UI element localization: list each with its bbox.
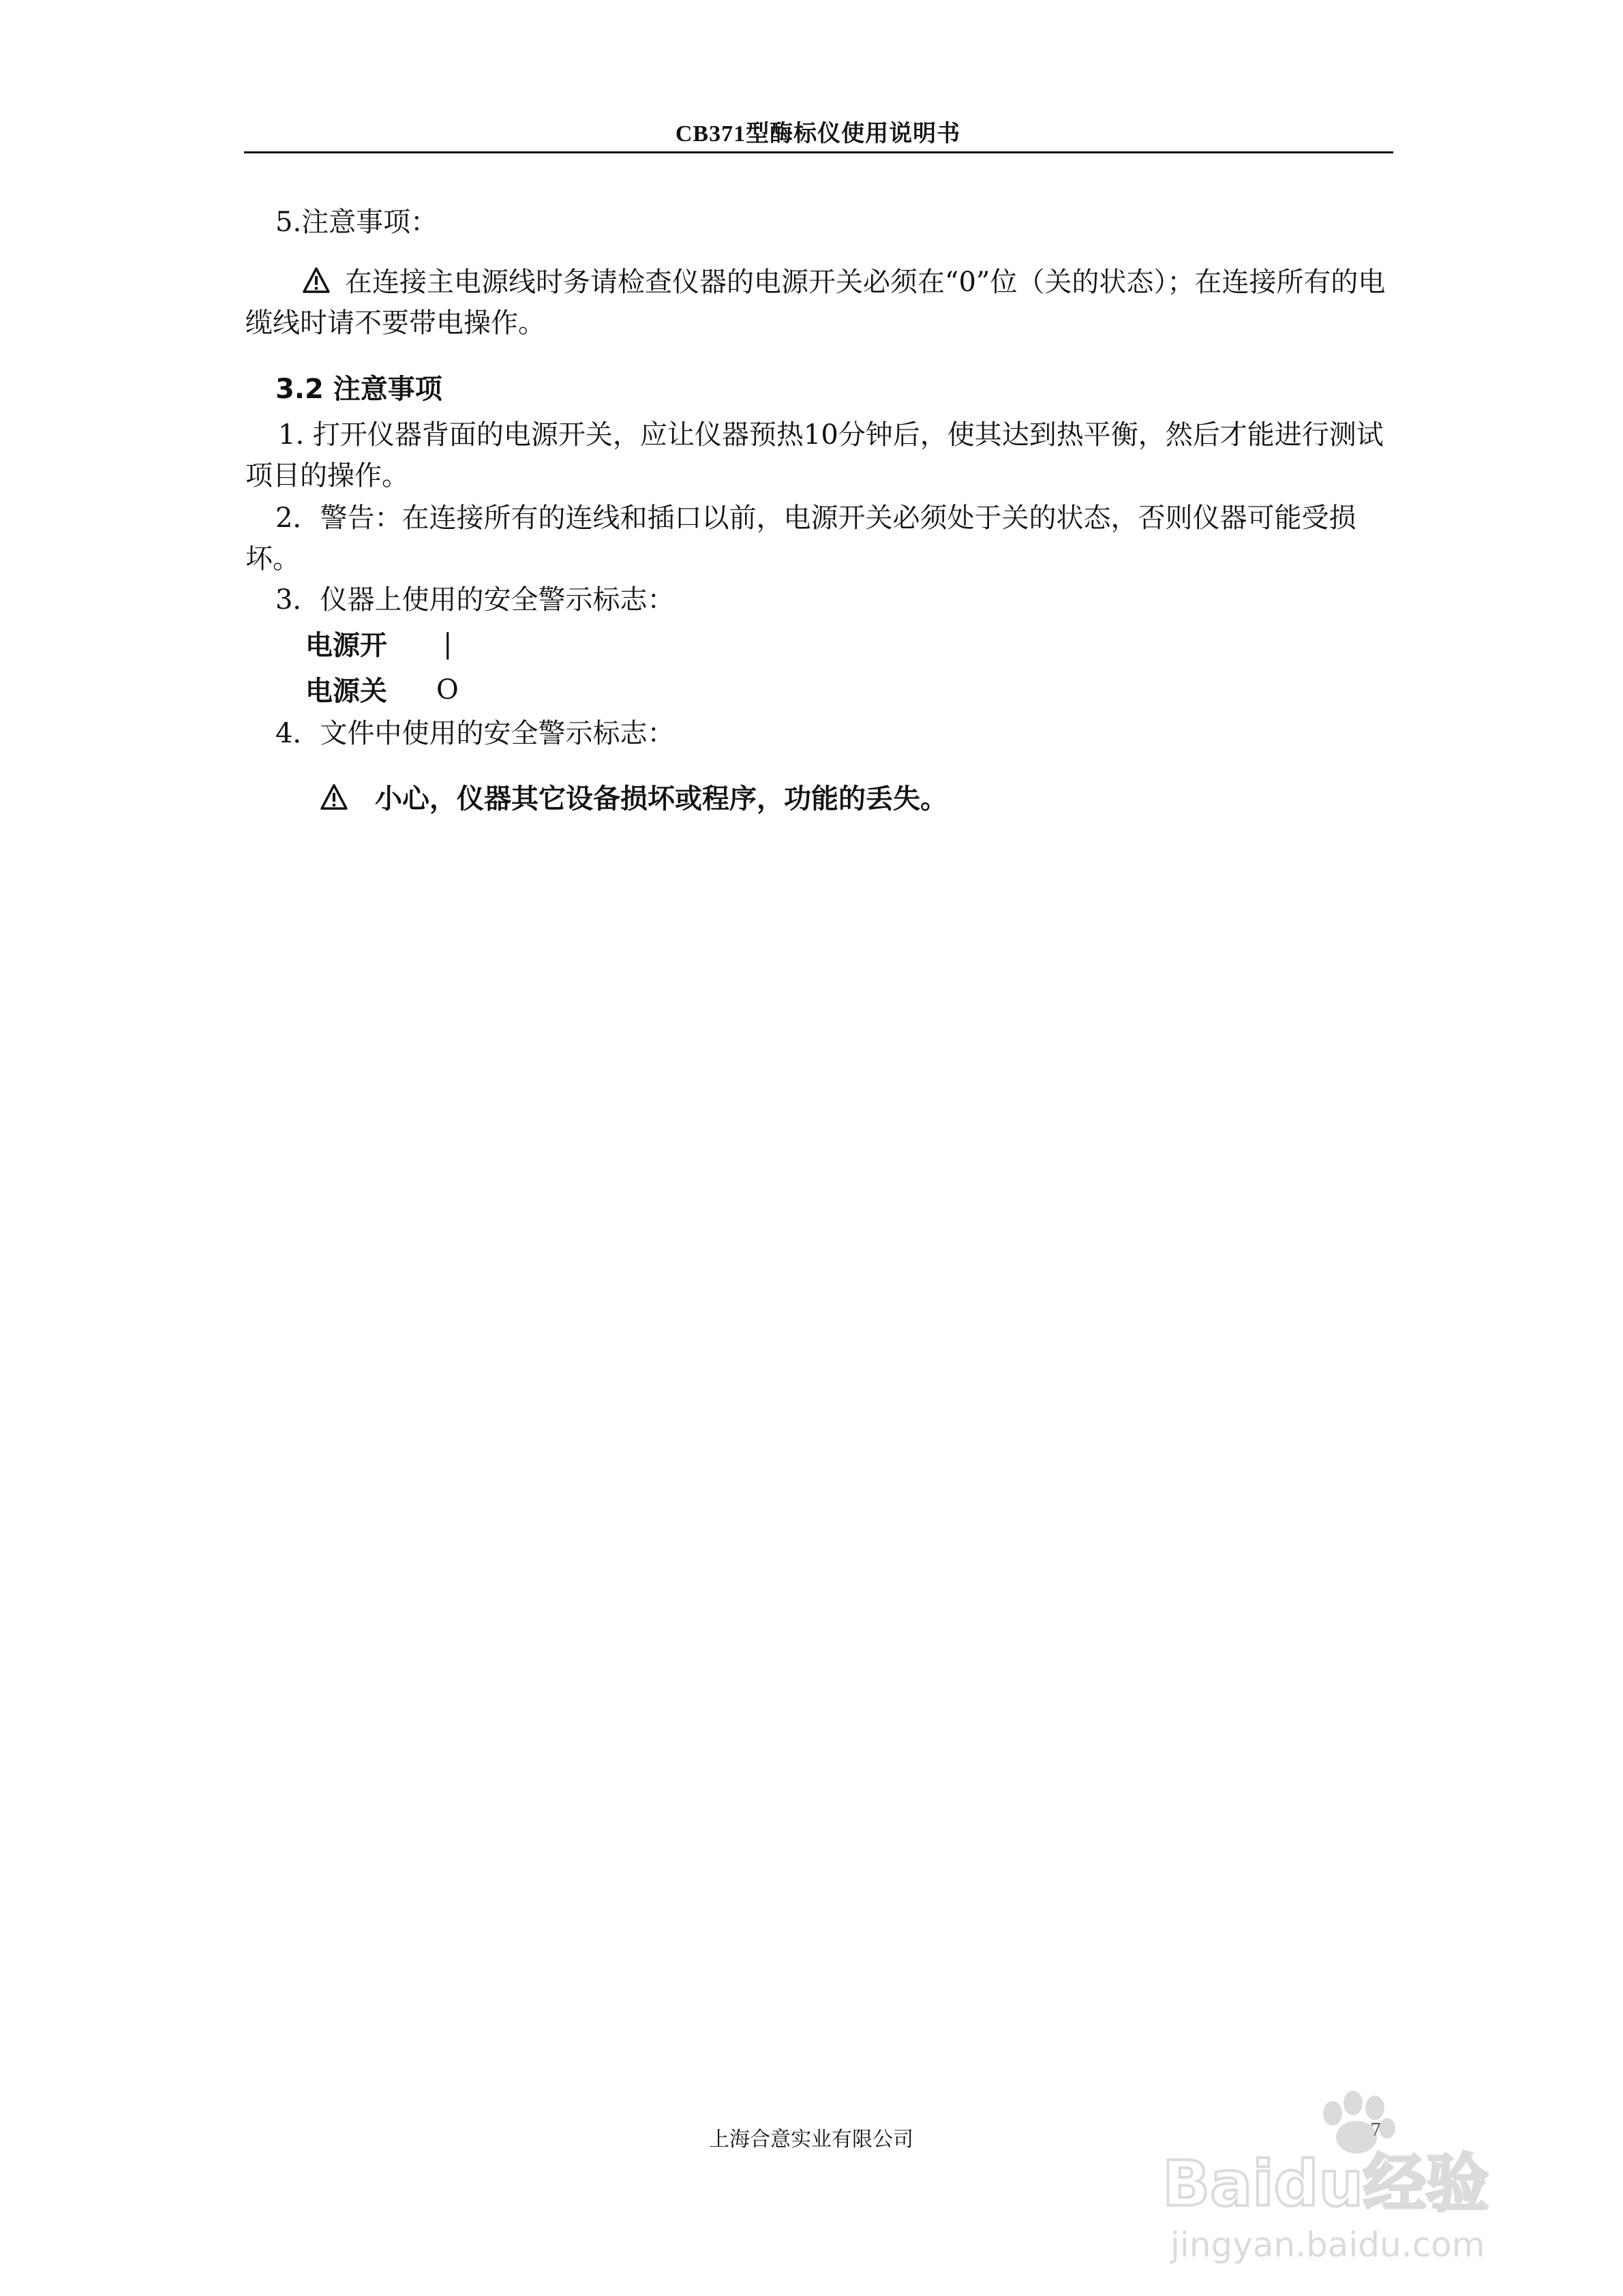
warning-triangle-icon [320, 783, 348, 811]
baidu-watermark [1162, 2072, 1544, 2277]
note-2: 2．警告：在连接所有的连线和插口以前，电源开关必须处于关的状态，否则仪器可能受损坏。 [245, 502, 1356, 575]
paw-icon [1323, 2091, 1395, 2154]
warning-paragraph [245, 262, 1392, 344]
warning-triangle-icon [303, 265, 330, 292]
document-header-title: CB371型酶标仪使用说明书 [675, 121, 961, 147]
power-on-symbol: | [443, 629, 453, 660]
note-3: 3．仪器上使用的安全警示标志： [275, 584, 675, 616]
header-divider [244, 151, 1393, 153]
power-off-symbol: O [436, 674, 459, 706]
note-1: 1. 打开仪器背面的电源开关，应让仪器预热10分钟后，使其达到热平衡，然后才能进行测试项目的操作。 [245, 419, 1384, 492]
footer-company: 上海合意实业有限公司 [709, 2128, 913, 2151]
note-4: 4．文件中使用的安全警示标志： [275, 718, 675, 749]
warning-text: 在连接主电源线时务请检查仪器的电源开关必须在“0”位（关的状态）；在连接所有的电缆线时请不要带电操作。 [245, 267, 1386, 339]
page-number: 7 [1370, 2120, 1382, 2141]
section-heading: 3.2 注意事项 [275, 374, 442, 405]
caution-line [320, 783, 947, 815]
item-5-heading: 5.注意事项： [275, 207, 438, 238]
power-off-label: 电源关 [305, 676, 387, 707]
watermark-url: jingyan.baidu.com [1170, 2225, 1485, 2265]
caution-text: 小心，仪器其它设备损坏或程序，功能的丢失。 [375, 783, 947, 815]
watermark-brand: Baidu经验 [1162, 2147, 1489, 2220]
power-on-label: 电源开 [305, 630, 387, 661]
